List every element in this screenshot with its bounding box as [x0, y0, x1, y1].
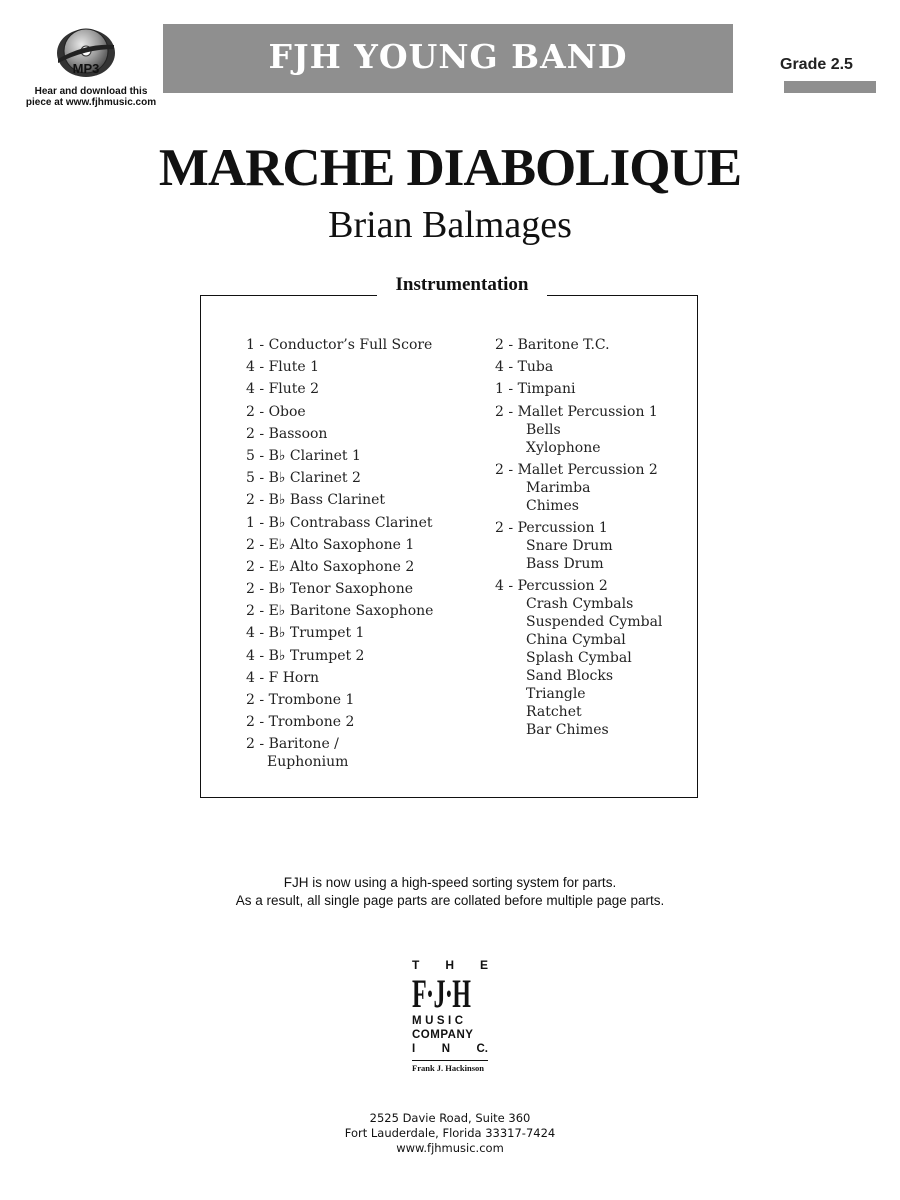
instrument-count: 4 — [495, 359, 504, 376]
instrument-count: 2 — [246, 558, 255, 575]
instrument-count: 2 — [246, 581, 255, 598]
mp3-label: MP3 — [72, 61, 100, 76]
instrument-count: 1 — [495, 381, 504, 398]
percussion-instrument: Bells — [526, 421, 561, 438]
instrument-name: Trombone 1 — [268, 692, 355, 708]
instrument-entry: 1 - B♭ Contrabass Clarinet — [246, 514, 433, 531]
logo-initials: F·J·H — [412, 971, 471, 1016]
instrument-name: Mallet Percussion 2 — [517, 461, 658, 478]
instrument-name: E♭ Alto Saxophone 2 — [268, 558, 415, 575]
instrument-entry: 2 - Percussion 1 Snare Drum Bass Drum — [495, 519, 662, 573]
instrument-count: 2 — [246, 692, 255, 708]
instrument-name: Flute 1 — [268, 359, 320, 376]
instrument-name: Mallet Percussion 1 — [517, 403, 658, 420]
instrument-count: 2 — [246, 714, 255, 731]
instrument-count: 2 — [495, 461, 504, 478]
grade-label: Grade 2.5 — [780, 56, 853, 73]
instrument-count: 4 — [246, 669, 255, 686]
instrument-entry: 1 - Conductor’s Full Score — [246, 337, 433, 353]
instrument-entry: 2 - E♭ Alto Saxophone 2 — [246, 558, 415, 575]
series-title: FJH YOUNG BAND — [268, 37, 628, 76]
percussion-instrument: Ratchet — [526, 704, 582, 721]
mp3-caption-line1: Hear and download this — [34, 86, 148, 97]
instrument-count: 2 — [246, 603, 255, 620]
instrument-entry: 4 - Tuba — [495, 359, 554, 376]
instrument-entry: 2 - Trombone 1 — [246, 692, 355, 708]
instrument-count: 4 — [246, 625, 255, 642]
percussion-instrument: Marimba — [526, 479, 591, 496]
instrument-name: B♭ Trumpet 1 — [268, 625, 365, 642]
instrument-name: B♭ Tenor Saxophone — [268, 581, 413, 598]
instrument-name: E♭ Baritone Saxophone — [268, 603, 434, 620]
grade-bar — [784, 81, 876, 93]
instrument-name: Baritone / — [268, 736, 339, 753]
instrument-entry: 4 - Flute 1 — [246, 359, 320, 376]
instrument-entry: 5 - B♭ Clarinet 1 — [246, 447, 361, 464]
instrument-count: 1 — [246, 514, 255, 531]
cd-disc-icon — [56, 23, 116, 83]
instrument-entry: 2 - Baritone / Euphonium — [246, 735, 433, 757]
website: www.fjhmusic.com — [396, 1141, 504, 1155]
instrument-entry: 2 - Bassoon — [246, 425, 328, 442]
percussion-instrument: Bar Chimes — [526, 722, 609, 739]
percussion-instrument: China Cymbal — [526, 632, 626, 649]
instrument-entry: 4 - B♭ Trumpet 1 — [246, 625, 365, 642]
instrument-name: Percussion 1 — [517, 519, 608, 536]
instrument-entry: 2 - Mallet Percussion 1 Bells Xylophone — [495, 403, 662, 457]
percussion-instrument: Chimes — [526, 497, 579, 514]
percussion-instrument: Sand Blocks — [526, 668, 614, 685]
instrument-name: B♭ Clarinet 1 — [268, 447, 361, 464]
instrument-name: Timpani — [517, 381, 576, 398]
instrument-name: Tuba — [517, 359, 554, 376]
logo-founder: Frank J. Hackinson — [412, 1063, 485, 1073]
address-line2: Fort Lauderdale, Florida 33317-7424 — [344, 1126, 556, 1140]
instrument-name: Trombone 2 — [268, 714, 355, 731]
instrument-name: Bassoon — [268, 425, 328, 442]
note-line2: As a result, all single page parts are collated before multiple page parts. — [235, 893, 665, 908]
instrument-count: 2 — [246, 736, 255, 753]
percussion-instrument: Splash Cymbal — [526, 650, 632, 667]
instrument-count: 2 — [246, 492, 255, 509]
instrument-entry: 4 - B♭ Trumpet 2 — [246, 647, 365, 664]
percussion-instrument: Crash Cymbals — [526, 596, 634, 613]
instrument-name: Oboe — [268, 403, 306, 420]
instrument-name: B♭ Trumpet 2 — [268, 647, 365, 664]
mp3-caption — [20, 86, 162, 108]
instrument-name: B♭ Bass Clarinet — [268, 492, 385, 509]
instrument-name: E♭ Alto Saxophone 1 — [268, 536, 415, 553]
instrument-name: Flute 2 — [268, 381, 320, 398]
instrument-entry: 2 - Mallet Percussion 2 Marimba Chimes — [495, 461, 662, 515]
logo-company: COMPANY — [412, 1029, 474, 1041]
instrument-entry: 4 - Flute 2 — [246, 381, 320, 398]
instrument-count: 5 — [246, 470, 255, 487]
percussion-instrument: Triangle — [526, 686, 586, 703]
instrument-entry: 4 - F Horn — [246, 669, 320, 686]
instrument-entry: 2 - Oboe — [246, 403, 306, 420]
instrument-count: 4 — [246, 381, 255, 398]
instrument-name: B♭ Contrabass Clarinet — [268, 514, 433, 531]
logo-rule — [412, 1060, 488, 1061]
instrumentation-left-column — [246, 336, 434, 771]
instrument-entry: 2 - Trombone 2 — [246, 714, 355, 731]
composer-name: Brian Balmages — [328, 204, 572, 246]
instrument-name: Baritone T.C. — [517, 337, 610, 353]
mp3-caption-line2: piece at www.fjhmusic.com — [25, 97, 157, 108]
instrument-name-continuation: Euphonium — [267, 754, 349, 771]
percussion-instrument: Snare Drum — [526, 537, 613, 554]
instrument-name: Conductor’s Full Score — [268, 337, 433, 353]
logo-the: T H E — [412, 958, 488, 972]
instrumentation-right-column — [495, 336, 662, 743]
instrument-count: 4 — [246, 359, 255, 376]
sorting-note — [0, 874, 900, 910]
series-banner — [163, 24, 733, 93]
instrument-count: 2 — [495, 519, 504, 536]
instrument-count: 2 — [495, 403, 504, 420]
fjh-logo — [412, 958, 488, 1096]
instrument-entry: 4 - Percussion 2 Crash Cymbals Suspended Cymbal China Cymbal Splash Cymbal Sand Blocks Triangle Ratchet Bar Chimes — [495, 578, 663, 739]
instrument-name: Percussion 2 — [517, 578, 608, 595]
instrument-count: 2 — [246, 536, 255, 553]
instrument-name: B♭ Clarinet 2 — [268, 470, 361, 487]
instrument-count: 2 — [495, 337, 504, 353]
instrument-count: 2 — [246, 403, 255, 420]
instrument-entry: 2 - B♭ Bass Clarinet — [246, 492, 385, 509]
logo-inc: I N C. — [412, 1043, 488, 1055]
instrument-count: 1 — [246, 337, 255, 353]
instrument-count: 4 — [246, 647, 255, 664]
address-line1: 2525 Davie Road, Suite 360 — [369, 1111, 531, 1125]
note-line1: FJH is now using a high-speed sorting system for parts. — [283, 875, 617, 890]
instrument-entry: 2 - E♭ Alto Saxophone 1 — [246, 536, 415, 553]
instrument-entry: 5 - B♭ Clarinet 2 — [246, 470, 361, 487]
logo-music: MUSIC — [412, 1015, 467, 1027]
piece-title: MARCHE DIABOLIQUE — [158, 139, 742, 197]
instrument-count: 4 — [495, 578, 504, 595]
instrument-entry: 2 - E♭ Baritone Saxophone — [246, 603, 434, 620]
instrument-name: F Horn — [268, 669, 320, 686]
instrumentation-heading: Instrumentation — [377, 274, 547, 296]
percussion-instrument: Xylophone — [526, 439, 601, 456]
percussion-instrument: Suspended Cymbal — [526, 614, 663, 631]
instrument-count: 2 — [246, 425, 255, 442]
instrument-entry: 1 - Timpani — [495, 381, 576, 398]
instrument-entry: 2 - Baritone T.C. — [495, 337, 610, 353]
publisher-address — [0, 1111, 900, 1156]
mp3-badge — [20, 20, 162, 112]
instrument-entry: 2 - B♭ Tenor Saxophone — [246, 581, 413, 598]
percussion-instrument: Bass Drum — [526, 555, 604, 572]
instrument-count: 5 — [246, 447, 255, 464]
